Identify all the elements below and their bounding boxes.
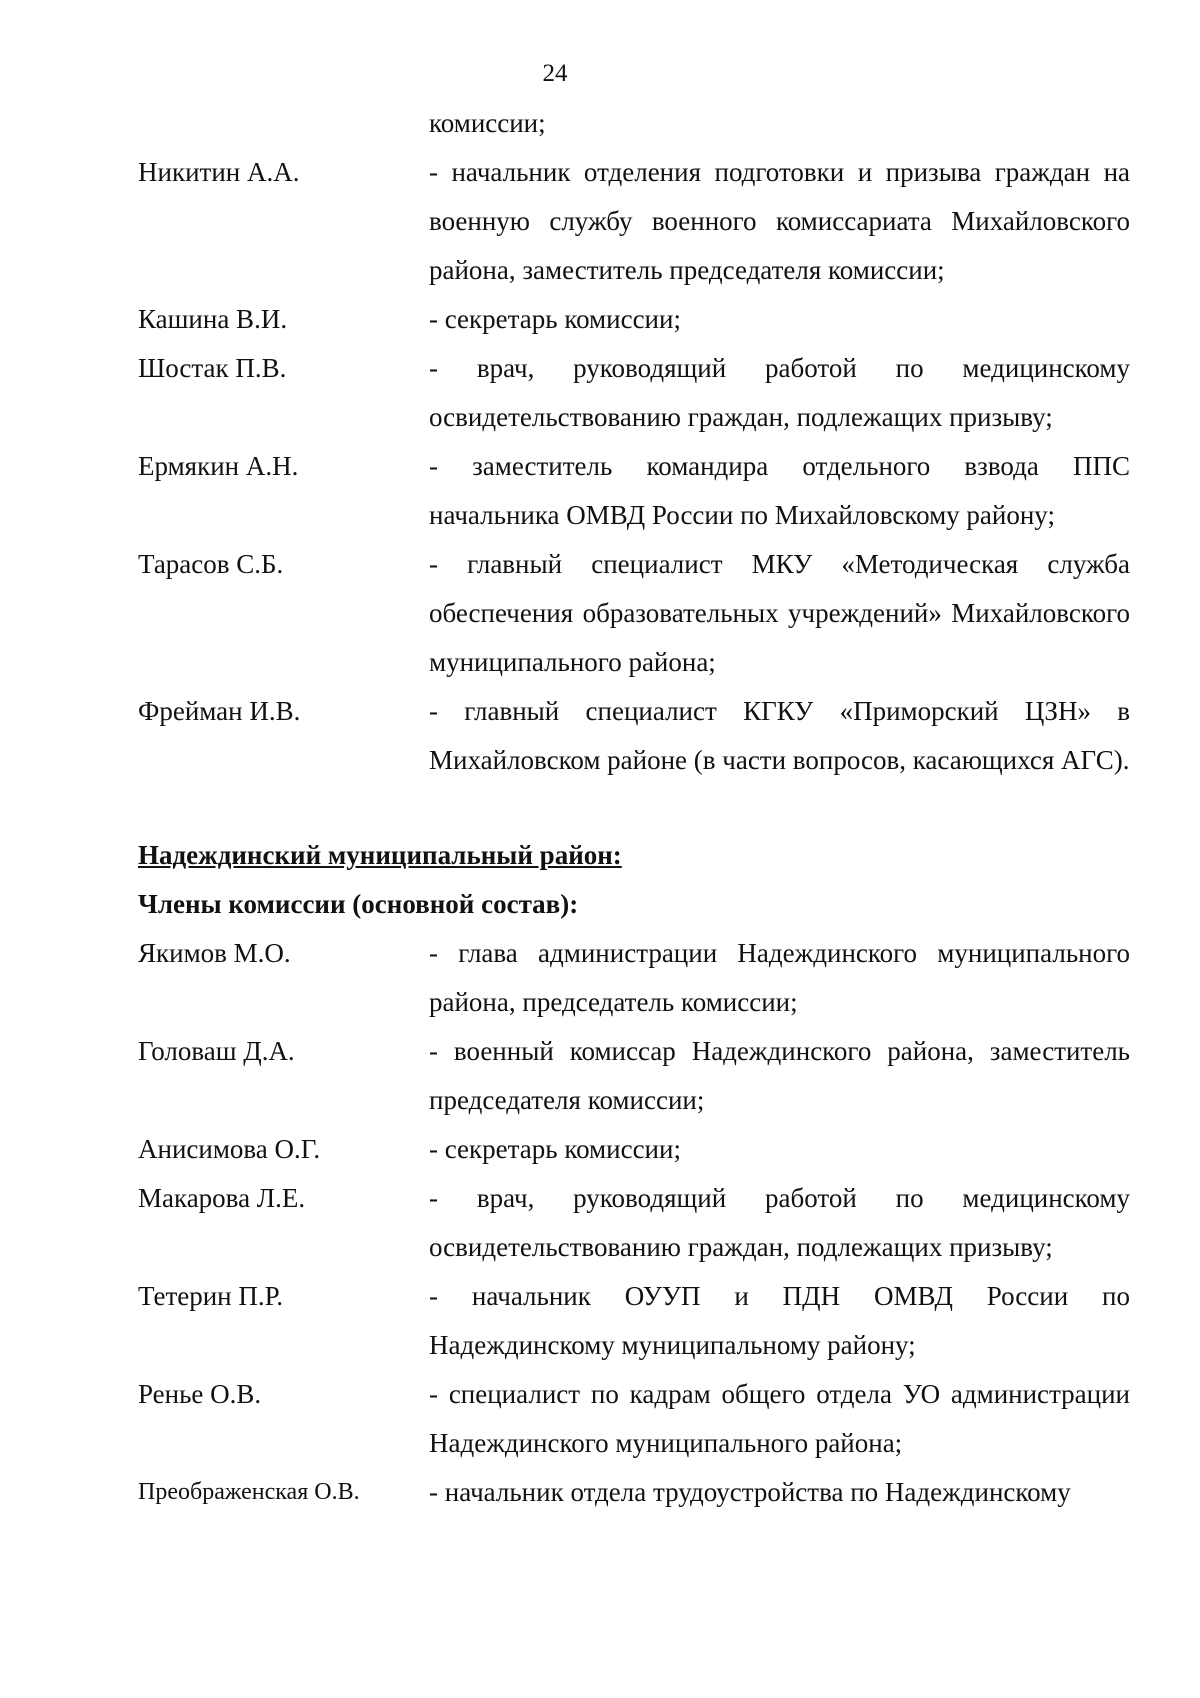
member-role: - секретарь комиссии; <box>429 304 681 334</box>
member-row <box>138 148 1130 295</box>
member-role: - врач, руководящий работой по медицинскому освидетельствованию граждан, подлежащих призыву; <box>429 353 1130 432</box>
member-row <box>138 1174 1130 1272</box>
member-role: - заместитель командира отдельного взвода ППС начальника ОМВД России по Михайловскому району; <box>429 451 1130 530</box>
member-role: - врач, руководящий работой по медицинскому освидетельствованию граждан, подлежащих призыву; <box>429 1183 1130 1262</box>
member-name: Головаш Д.А. <box>138 1036 295 1066</box>
member-name: Кашина В.И. <box>138 304 288 334</box>
member-role: - главный специалист МКУ «Методическая служба обеспечения образовательных учреждений» Михайловского муниципального района; <box>429 549 1130 677</box>
member-name: Тарасов С.Б. <box>138 549 284 579</box>
member-name: Якимов М.О. <box>138 938 291 968</box>
member-row <box>138 1027 1130 1125</box>
member-role: - военный комиссар Надеждинского района, заместитель председателя комиссии; <box>429 1036 1130 1115</box>
member-name: Фрейман И.В. <box>138 696 301 726</box>
member-role: - начальник отделения подготовки и призыва граждан на военную службу военного комиссариата Михайловского района, заместитель председателя комиссии; <box>429 157 1130 285</box>
member-row <box>138 295 1130 344</box>
document-content <box>138 99 1130 1517</box>
member-role: - начальник ОУУП и ПДН ОМВД России по Надеждинскому муниципальному району; <box>429 1281 1130 1360</box>
member-row <box>138 1468 1130 1517</box>
section-heading: Надеждинский муниципальный район: <box>138 840 622 870</box>
member-name: Ренье О.В. <box>138 1379 262 1409</box>
member-row <box>138 1272 1130 1370</box>
member-name: Анисимова О.Г. <box>138 1134 321 1164</box>
member-row <box>138 687 1130 785</box>
member-role: - главный специалист КГКУ «Приморский ЦЗН» в Михайловском районе (в части вопросов, касающихся АГС). <box>429 696 1130 775</box>
member-name: Никитин А.А. <box>138 157 300 187</box>
member-row <box>138 442 1130 540</box>
member-role: - секретарь комиссии; <box>429 1134 681 1164</box>
member-row <box>138 1125 1130 1174</box>
member-row <box>138 929 1130 1027</box>
member-role: - начальник отдела трудоустройства по Надеждинскому <box>429 1477 1071 1507</box>
member-name: Тетерин П.Р. <box>138 1281 284 1311</box>
member-row <box>138 540 1130 687</box>
member-name: Преображенская О.В. <box>138 1479 360 1505</box>
member-row <box>138 344 1130 442</box>
page-number: 24 <box>542 60 568 87</box>
member-row <box>138 1370 1130 1468</box>
member-name: Макарова Л.Е. <box>138 1183 306 1213</box>
member-role: - специалист по кадрам общего отдела УО администрации Надеждинского муниципального района; <box>429 1379 1130 1458</box>
member-role: - глава администрации Надеждинского муниципального района, председатель комиссии; <box>429 938 1130 1017</box>
continuation-text: комиссии; <box>429 108 546 138</box>
member-name: Ермякин А.Н. <box>138 451 299 481</box>
section-subheading: Члены комиссии (основной состав): <box>138 889 579 919</box>
member-name: Шостак П.В. <box>138 353 287 383</box>
section-spacer <box>138 785 1130 831</box>
continuation-row <box>138 99 1130 148</box>
